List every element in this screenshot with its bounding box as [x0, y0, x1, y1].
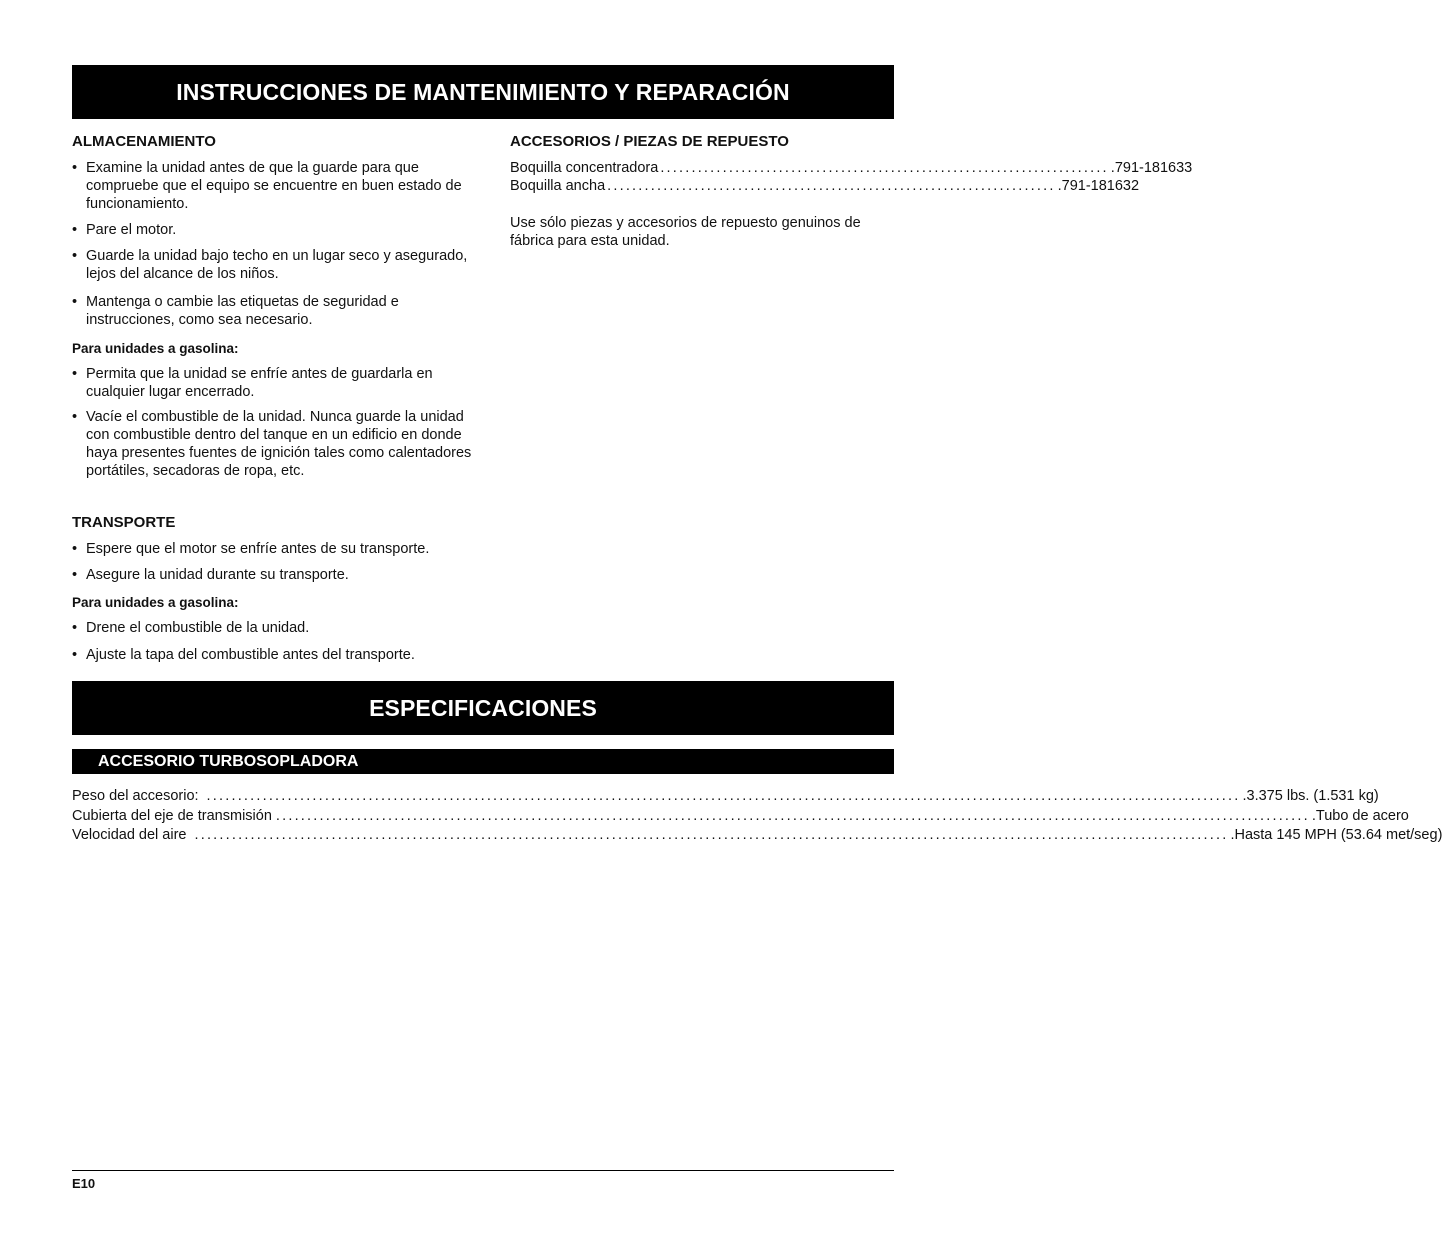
list-item: • Mantenga o cambie las etiquetas de seguridad e instrucciones, como sea necesario.: [72, 293, 472, 329]
footer-divider: [72, 1170, 894, 1171]
list-item: • Guarde la unidad bajo techo en un lugar seco y asegurado, lejos del alcance de los niños.: [72, 247, 472, 283]
transport-gas-list: [72, 619, 472, 664]
spec-value: .Tubo de acero: [1311, 807, 1409, 824]
part-name: Boquilla ancha: [510, 178, 606, 194]
transport-gas-heading: Para unidades a gasolina:: [72, 595, 239, 610]
part-number: .791-181633: [1110, 160, 1193, 176]
list-item: • Examine la unidad antes de que la guarde para que compruebe que el equipo se encuentre en buen estado de funcionamiento.: [72, 159, 472, 213]
spec-label: Peso del accesorio:: [72, 788, 199, 804]
specs-subheading-bar: [72, 749, 894, 774]
specs-section-title: ESPECIFICACIONES: [369, 694, 597, 721]
left-column: [72, 133, 472, 664]
spec-row: [72, 807, 1409, 827]
dot-leader: ......................................................................................................................................................................: [206, 788, 1241, 804]
right-column: [510, 133, 1193, 250]
maintenance-section-title: INSTRUCCIONES DE MANTENIMIENTO Y REPARACIÓN: [176, 78, 790, 105]
dot-leader: ........................................................................: [660, 160, 1109, 176]
spec-row: [72, 826, 1442, 846]
accessories-heading: ACCESORIOS / PIEZAS DE REPUESTO: [510, 133, 789, 150]
storage-gas-list: [72, 365, 472, 480]
spec-label: Velocidad del aire: [72, 827, 187, 843]
spec-value: .Hasta 145 MPH (53.64 met/seg): [1230, 827, 1442, 843]
list-item: • Ajuste la tapa del combustible antes del transporte.: [72, 646, 472, 664]
specs-table: [72, 787, 1442, 846]
list-item: • Pare el motor.: [72, 221, 472, 239]
storage-heading: ALMACENAMIENTO: [72, 133, 216, 150]
storage-list: [72, 159, 472, 329]
transport-heading: TRANSPORTE: [72, 514, 176, 531]
list-item: • Espere que el motor se enfríe antes de su transporte.: [72, 540, 472, 558]
list-item: • Asegure la unidad durante su transporte.: [72, 566, 472, 584]
specs-section-banner: [72, 681, 894, 735]
maintenance-section-banner: [72, 65, 894, 119]
dot-leader: ......................................................................................................................................................................: [275, 807, 1310, 824]
list-item: • Drene el combustible de la unidad.: [72, 619, 472, 637]
part-row: [510, 159, 1193, 177]
part-row: [510, 177, 1140, 195]
specs-subheading: ACCESORIO TURBOSOPLADORA: [98, 752, 359, 770]
page-number: E10: [72, 1176, 96, 1191]
list-item: • Permita que la unidad se enfríe antes de guardarla en cualquier lugar encerrado.: [72, 365, 472, 401]
spec-label: Cubierta del eje de transmisión: [72, 807, 272, 824]
dot-leader: ........................................................................: [607, 178, 1056, 194]
storage-gas-heading: Para unidades a gasolina:: [72, 341, 239, 356]
dot-leader: ......................................................................................................................................................................: [194, 827, 1229, 843]
part-name: Boquilla concentradora: [510, 160, 659, 176]
list-item: • Vacíe el combustible de la unidad. Nunca guarde la unidad con combustible dentro del tanque en un edificio en donde haya presentes fuentes de ignición tales como calentadores portátiles, secadoras de ropa, etc.: [72, 408, 472, 480]
transport-list: [72, 540, 472, 584]
accessories-note: Use sólo piezas y accesorios de repuesto genuinos de fábrica para esta unidad.: [510, 215, 861, 249]
part-number: .791-181632: [1057, 178, 1140, 194]
spec-row: [72, 787, 1379, 807]
spec-value: .3.375 lbs. (1.531 kg): [1242, 788, 1379, 804]
